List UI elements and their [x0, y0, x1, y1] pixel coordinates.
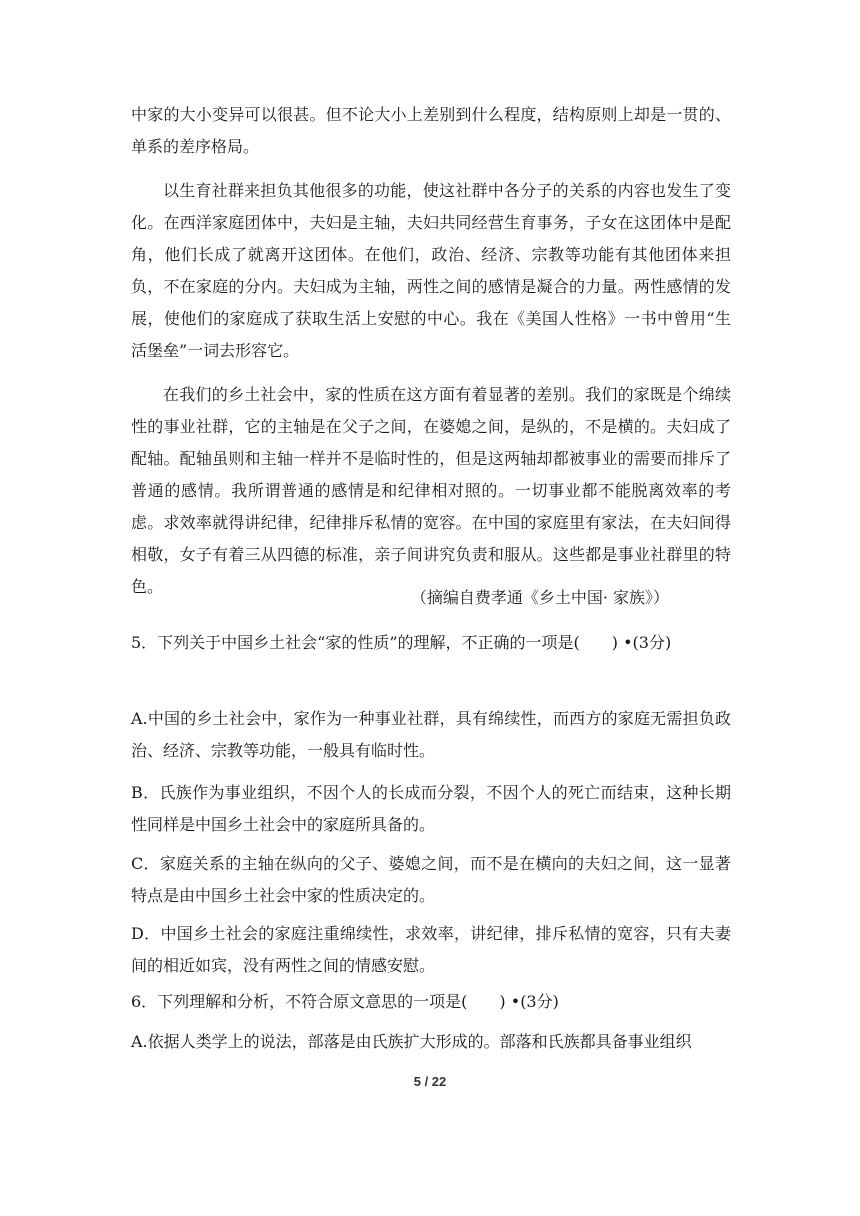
- question-5-option-d: D．中国乡土社会的家庭注重绵续性，求效率，讲纪律，排斥私情的宽容，只有夫妻间的相近如宾，没有两性之间的情感安慰。: [131, 924, 731, 975]
- paragraph-western-family: 以生育社群来担负其他很多的功能，使这社群中各分子的关系的内容也发生了变化。在西洋家庭团体中，夫妇是主轴，夫妇共同经营生育事务，子女在这团体中是配角，他们长成了就离开这团体。在他们，政治、经济、宗教等功能有其他团体来担负，不在家庭的分内。夫妇成为主轴，两性之间的感情是凝合的力量。两性感情的发展，使他们的家庭成了获取生活上安慰的中心。我在《美国人性格》一书中曾用“生活堡垒”一词去形容它。: [131, 181, 731, 360]
- paragraph-rural-family: 在我们的乡土社会中，家的性质在这方面有着显著的差别。我们的家既是个绵续性的事业社群，它的主轴是在父子之间，在婆媳之间，是纵的，不是横的。夫妇成了配轴。配轴虽则和主轴一样并不是临时性的，但是这两轴却都被事业的需要而排斥了普通的感情。我所谓普通的感情是和纪律相对照的。一切事业都不能脱离效率的考虑。求效率就得讲纪律，纪律排斥私情的宽容。在中国的家庭里有家法，在夫妇间得相敬，女子有着三从四德的标准，亲子间讲究负责和服从。这些都是事业社群里的特色。: [131, 385, 731, 596]
- question-5-stem: 5．下列关于中国乡土社会“家的性质”的理解，不正确的一项是( ) •(3分): [131, 633, 672, 652]
- question-5-option-b: B．氏族作为事业组织，不因个人的长成而分裂，不因个人的死亡而结束，这种长期性同样是中国乡土社会中的家庭所具备的。: [131, 783, 731, 834]
- question-6-option-a: A.依据人类学上的说法，部落是由氏族扩大形成的。部落和氏族都具备事业组织: [131, 1032, 692, 1051]
- paragraph-continuation: 中家的大小变异可以很甚。但不论大小上差别到什么程度，结构原则上却是一贯的、单系的差序格局。: [131, 105, 731, 156]
- page-number: 5 / 22: [413, 1074, 447, 1089]
- question-6-stem: 6．下列理解和分析，不符合原文意思的一项是( ) •(3分): [131, 992, 559, 1011]
- question-5-option-c: C．家庭关系的主轴在纵向的父子、婆媳之间，而不是在横向的夫妇之间，这一显著特点是由中国乡土社会中家的性质决定的。: [131, 854, 731, 905]
- question-5-option-a: A.中国的乡土社会中，家作为一种事业社群，具有绵续性，而西方的家庭无需担负政治、经济、宗教等功能，一般具有临时性。: [131, 709, 731, 760]
- source-citation: （摘编自费孝通《乡土中国· 家族》）: [410, 588, 669, 607]
